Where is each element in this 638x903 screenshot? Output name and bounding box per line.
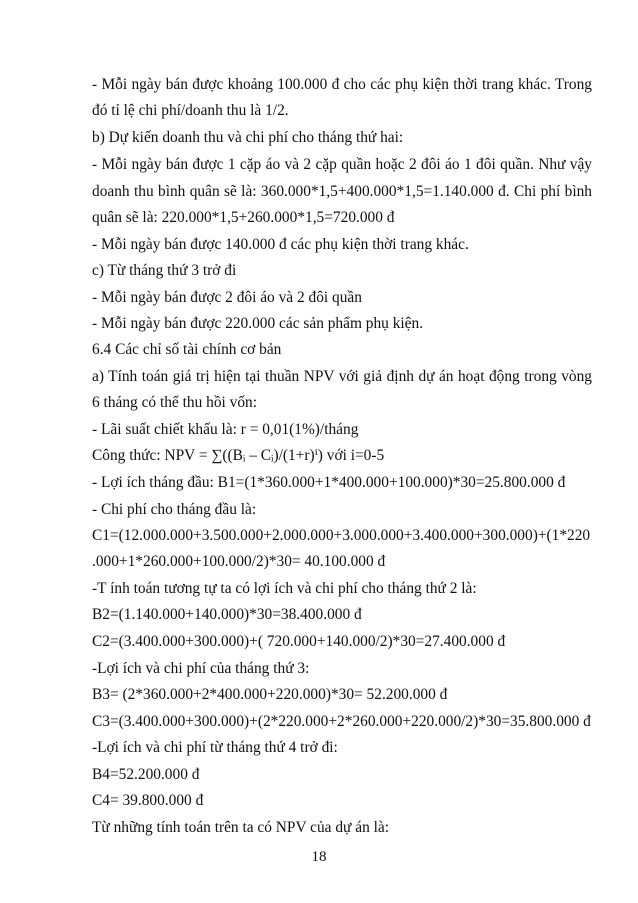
formula-line: .000+1*260.000+100.000/2)*30= 40.100.000 đ xyxy=(92,553,386,570)
section-heading: b) Dự kiến doanh thu và chi phí cho tháng thứ hai: xyxy=(92,129,404,146)
formula-line: C1=(12.000.000+3.500.000+2.000.000+3.000.000+3.400.000+300.000)+(1*220 xyxy=(92,527,591,544)
text-line: - Lợi ích tháng đầu: B1=(1*360.000+1*400.000+100.000)*30=25.800.000 đ xyxy=(92,474,566,491)
text-line: - Mỗi ngày bán được khoảng 100.000 đ cho các phụ kiện thời trang khác. Trong xyxy=(92,76,592,93)
text-line: quân sẽ là: 220.000*1,5+260.000*1,5=720.000 đ xyxy=(92,209,395,226)
text-line: Từ những tính toán trên ta có NPV của dự án là: xyxy=(92,819,390,836)
formula-line: C4= 39.800.000 đ xyxy=(92,792,204,809)
text-line: - Chi phí cho tháng đầu là: xyxy=(92,501,257,518)
formula-line: Công thức: NPV = ∑((Bᵢ – Cᵢ)/(1+r)ⁱ) với i=0-5 xyxy=(92,447,385,464)
formula-line: B4=52.200.000 đ xyxy=(92,766,200,783)
text-line: đó tỉ lệ chi phí/doanh thu là 1/2. xyxy=(92,102,289,119)
text-line: -Lợi ích và chi phí của tháng thứ 3: xyxy=(92,660,310,677)
text-line: - Mỗi ngày bán được 140.000 đ các phụ kiện thời trang khác. xyxy=(92,236,469,253)
formula-line: B3= (2*360.000+2*400.000+220.000)*30= 52.200.000 đ xyxy=(92,686,448,703)
formula-line: C3=(3.400.000+300.000)+(2*220.000+2*260.000+220.000/2)*30=35.800.000 đ xyxy=(92,713,591,730)
page-number: 18 xyxy=(311,849,327,865)
text-line: - Mỗi ngày bán được 1 cặp áo và 2 cặp quần hoặc 2 đôi áo 1 đôi quần. Như vậy xyxy=(92,156,592,173)
text-line: - Mỗi ngày bán được 220.000 các sản phẩm phụ kiện. xyxy=(92,315,424,332)
text-line: -T ính toán tương tự ta có lợi ích và chi phí cho tháng thứ 2 là: xyxy=(92,580,477,597)
section-heading: c) Từ tháng thứ 3 trở đi xyxy=(92,262,237,279)
text-line: a) Tính toán giá trị hiện tại thuần NPV với giả định dự án hoạt động trong vòng xyxy=(92,368,592,385)
text-line: doanh thu bình quân sẽ là: 360.000*1,5+400.000*1,5=1.140.000 đ. Chi phí bình xyxy=(92,183,592,200)
formula-line: C2=(3.400.000+300.000)+( 720.000+140.000/2)*30=27.400.000 đ xyxy=(92,633,506,650)
text-line: - Lãi suất chiết khấu là: r = 0,01(1%)/tháng xyxy=(92,421,359,438)
text-line: - Mỗi ngày bán được 2 đôi áo và 2 đôi quần xyxy=(92,289,362,306)
text-line: 6 tháng có thể thu hồi vốn: xyxy=(92,394,257,411)
text-line: -Lợi ích và chi phí từ tháng thứ 4 trở đi: xyxy=(92,739,338,756)
formula-line: B2=(1.140.000+140.000)*30=38.400.000 đ xyxy=(92,606,362,623)
section-heading: 6.4 Các chỉ số tài chính cơ bản xyxy=(92,341,282,358)
